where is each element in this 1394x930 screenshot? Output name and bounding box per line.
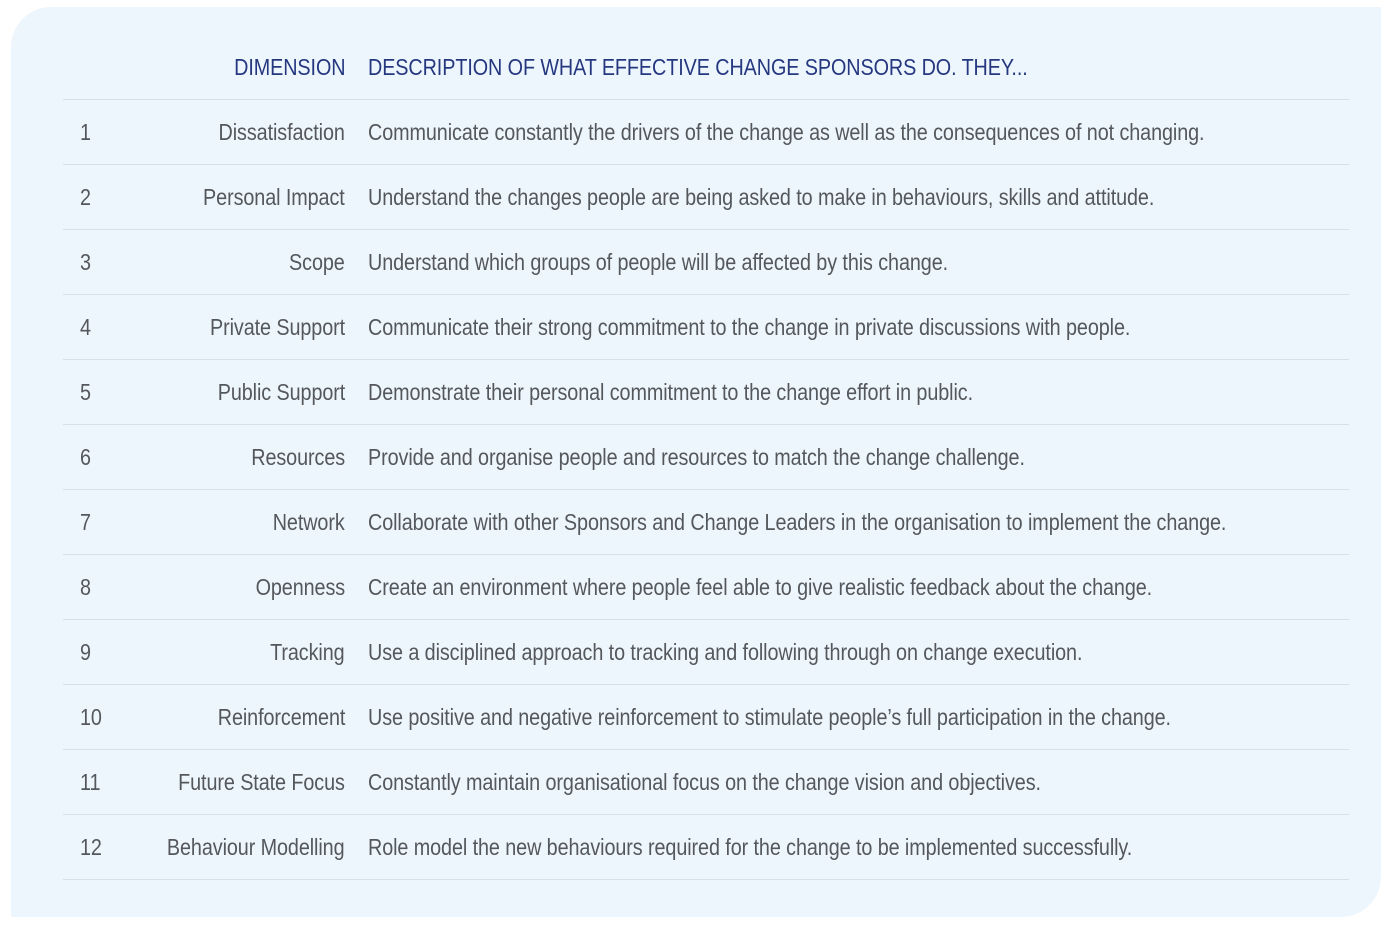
row-dimension [63, 620, 345, 684]
row-description-label: Collaborate with other Sponsors and Change Leaders in the organisation to implement the change. [368, 508, 1227, 535]
row-number-label: 6 [80, 443, 91, 470]
header-description-label: DESCRIPTION OF WHAT EFFECTIVE CHANGE SPONSORS DO. THEY... [368, 53, 1028, 80]
row-number-label: 4 [80, 313, 91, 340]
row-dimension-label: Private Support [209, 313, 345, 340]
row-description [368, 490, 1348, 554]
header-dimension [63, 35, 345, 99]
row-number-label: 10 [80, 703, 102, 730]
row-dimension-label: Behaviour Modelling [167, 833, 345, 860]
row-dimension-label: Reinforcement [217, 703, 345, 730]
row-dimension-label: Scope [289, 248, 345, 275]
row-dimension [63, 490, 345, 554]
row-number-label: 7 [80, 508, 91, 535]
table-row [63, 100, 1349, 165]
row-dimension [63, 425, 345, 489]
row-number-label: 9 [80, 638, 91, 665]
table-row [63, 685, 1349, 750]
row-dimension-label: Dissatisfaction [218, 118, 345, 145]
row-description-label: Demonstrate their personal commitment to the change effort in public. [368, 378, 973, 405]
row-number-label: 8 [80, 573, 91, 600]
row-description [368, 685, 1348, 749]
row-description [368, 165, 1348, 229]
row-description [368, 750, 1348, 814]
row-description [368, 555, 1348, 619]
row-description-label: Constantly maintain organisational focus on the change vision and objectives. [368, 768, 1041, 795]
row-description-label: Use a disciplined approach to tracking and following through on change execution. [368, 638, 1083, 665]
row-dimension-label: Resources [251, 443, 345, 470]
row-number-label: 2 [80, 183, 91, 210]
table-row [63, 555, 1349, 620]
row-dimension [63, 165, 345, 229]
row-dimension [63, 685, 345, 749]
row-description-label: Communicate their strong commitment to the change in private discussions with people. [368, 313, 1131, 340]
row-description-label: Create an environment where people feel able to give realistic feedback about the change. [368, 573, 1153, 600]
row-dimension [63, 815, 345, 879]
row-number-label: 3 [80, 248, 91, 275]
row-dimension [63, 750, 345, 814]
row-description [368, 620, 1348, 684]
table-row [63, 490, 1349, 555]
table-row [63, 360, 1349, 425]
row-dimension [63, 100, 345, 164]
row-description-label: Role model the new behaviours required for the change to be implemented successfully. [368, 833, 1133, 860]
row-description [368, 815, 1348, 879]
table-row [63, 815, 1349, 880]
row-dimension-label: Future State Focus [178, 768, 345, 795]
table-row [63, 620, 1349, 685]
row-description-label: Provide and organise people and resources to match the change challenge. [368, 443, 1025, 470]
table-row [63, 425, 1349, 490]
row-number-label: 12 [80, 833, 102, 860]
table-panel [11, 7, 1381, 917]
table-row [63, 230, 1349, 295]
row-dimension-label: Network [273, 508, 345, 535]
row-number-label: 5 [80, 378, 91, 405]
header-dimension-label: DIMENSION [233, 53, 345, 80]
row-description [368, 295, 1348, 359]
row-description-label: Communicate constantly the drivers of the change as well as the consequences of not changing. [368, 118, 1205, 145]
table-row [63, 295, 1349, 360]
row-dimension [63, 360, 345, 424]
row-description [368, 230, 1348, 294]
row-description [368, 425, 1348, 489]
row-dimension [63, 230, 345, 294]
row-number-label: 1 [80, 118, 91, 145]
table-row [63, 750, 1349, 815]
row-dimension-label: Tracking [270, 638, 345, 665]
table-header-row [63, 35, 1349, 100]
row-dimension-label: Public Support [217, 378, 345, 405]
header-description [368, 35, 1348, 99]
row-description [368, 100, 1348, 164]
row-description-label: Understand which groups of people will be affected by this change. [368, 248, 949, 275]
row-dimension-label: Openness [255, 573, 345, 600]
row-dimension-label: Personal Impact [203, 183, 345, 210]
row-description [368, 360, 1348, 424]
row-dimension [63, 555, 345, 619]
row-description-label: Understand the changes people are being asked to make in behaviours, skills and attitude. [368, 183, 1155, 210]
row-dimension [63, 295, 345, 359]
row-number-label: 11 [80, 768, 101, 795]
row-description-label: Use positive and negative reinforcement to stimulate people’s full participation in the change. [368, 703, 1171, 730]
table-row [63, 165, 1349, 230]
